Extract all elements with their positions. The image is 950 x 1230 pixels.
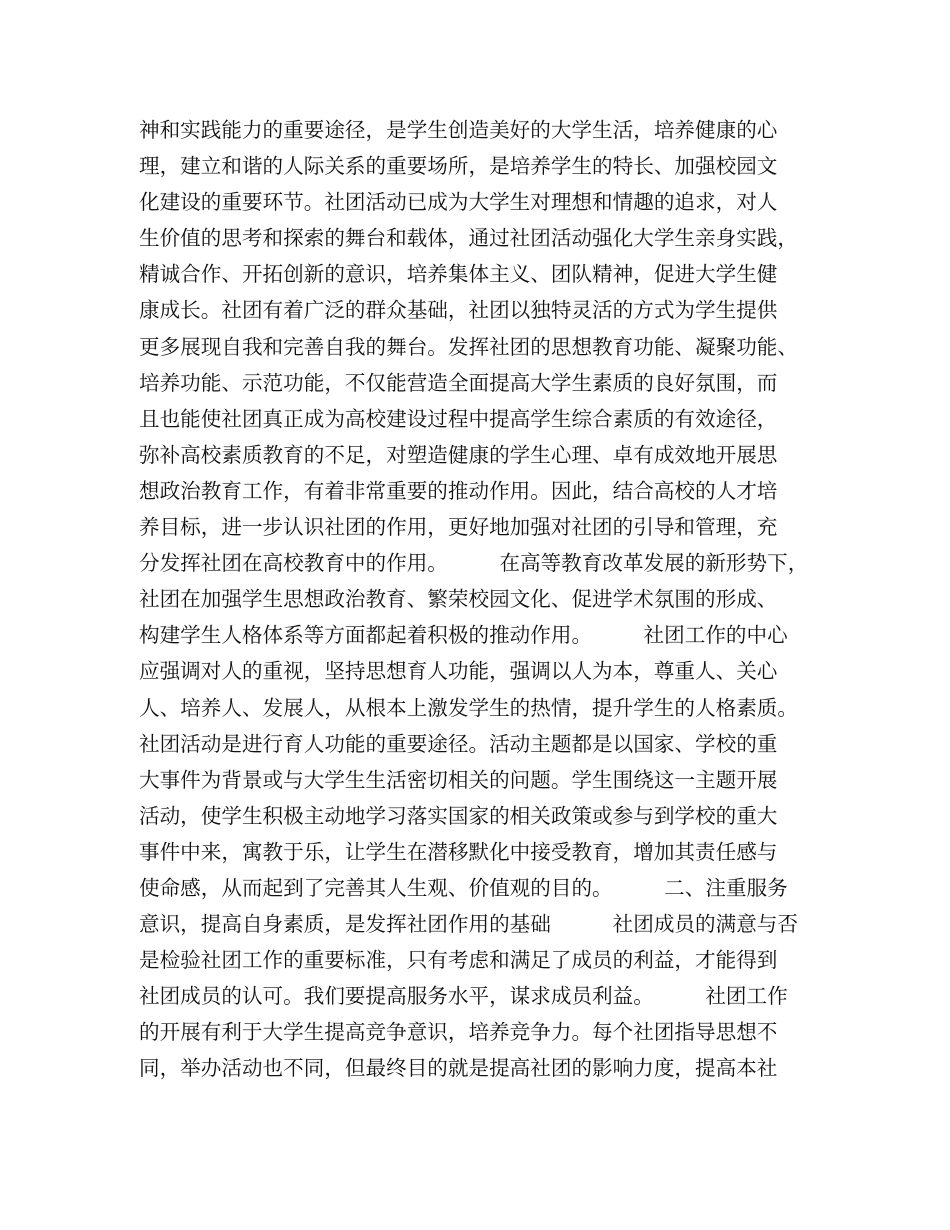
- text-line: 生价值的思考和探索的舞台和载体，通过社团活动强化大学生亲身实践，: [139, 226, 798, 251]
- text-line: 活动，使学生积极主动地学习落实国家的相关政策或参与到学校的重大: [139, 803, 778, 828]
- text-line: 人、培养人、发展人，从根本上激发学生的热情，提升学生的人格素质。: [139, 695, 798, 720]
- text-line: 事件中来，寓教于乐，让学生在潜移默化中接受教育，增加其责任感与: [139, 839, 778, 864]
- text-line: 应强调对人的重视，坚持思想育人功能，强调以人为本，尊重人、关心: [139, 659, 778, 684]
- text-line: 同，举办活动也不同，但最终目的就是提高社团的影响力度，提高本社: [139, 1056, 778, 1081]
- text-line: 大事件为背景或与大学生生活密切相关的问题。学生围绕这一主题开展: [139, 767, 778, 792]
- text-line: 理，建立和谐的人际关系的重要场所，是培养学生的特长、加强校园文: [139, 154, 778, 179]
- text-line: 培养功能、示范功能，不仅能营造全面提高大学生素质的良好氛围，而: [139, 370, 778, 395]
- text-line: 社团成员的认可。我们要提高服务水平，谋求成员利益。 社团工作: [139, 984, 788, 1009]
- text-line: 养目标，进一步认识社团的作用，更好地加强对社团的引导和管理，充: [139, 515, 778, 540]
- text-line: 社团活动是进行育人功能的重要途径。活动主题都是以国家、学校的重: [139, 731, 778, 756]
- text-line: 构建学生人格体系等方面都起着积极的推动作用。 社团工作的中心: [139, 623, 788, 648]
- text-line: 弥补高校素质教育的不足，对塑造健康的学生心理、卓有成效地开展思: [139, 442, 778, 467]
- text-line: 使命感，从而起到了完善其人生观、价值观的目的。 二、注重服务: [139, 875, 788, 900]
- text-line: 社团在加强学生思想政治教育、繁荣校园文化、促进学术氛围的形成、: [139, 587, 778, 612]
- text-line: 意识，提高自身素质，是发挥社团作用的基础 社团成员的满意与否: [139, 912, 798, 937]
- text-line: 分发挥社团在高校教育中的作用。 在高等教育改革发展的新形势下，: [139, 551, 809, 576]
- text-line: 更多展现自我和完善自我的舞台。发挥社团的思想教育功能、凝聚功能、: [139, 334, 798, 359]
- text-line: 神和实践能力的重要途径，是学生创造美好的大学生活，培养健康的心: [139, 118, 778, 142]
- text-line: 是检验社团工作的重要标准，只有考虑和满足了成员的利益，才能得到: [139, 948, 778, 973]
- text-line: 化建设的重要环节。社团活动已成为大学生对理想和情趣的追求，对人: [139, 190, 778, 215]
- text-line: 康成长。社团有着广泛的群众基础，社团以独特灵活的方式为学生提供: [139, 298, 778, 323]
- text-line: 且也能使社团真正成为高校建设过程中提高学生综合素质的有效途径，: [139, 406, 778, 431]
- text-line: 的开展有利于大学生提高竞争意识，培养竞争力。每个社团指导思想不: [139, 1020, 778, 1045]
- text-line: 精诚合作、开拓创新的意识，培养集体主义、团队精神，促进大学生健: [139, 262, 778, 287]
- body-text: [139, 112, 829, 1087]
- text-line: 想政治教育工作，有着非常重要的推动作用。因此，结合高校的人才培: [139, 478, 778, 503]
